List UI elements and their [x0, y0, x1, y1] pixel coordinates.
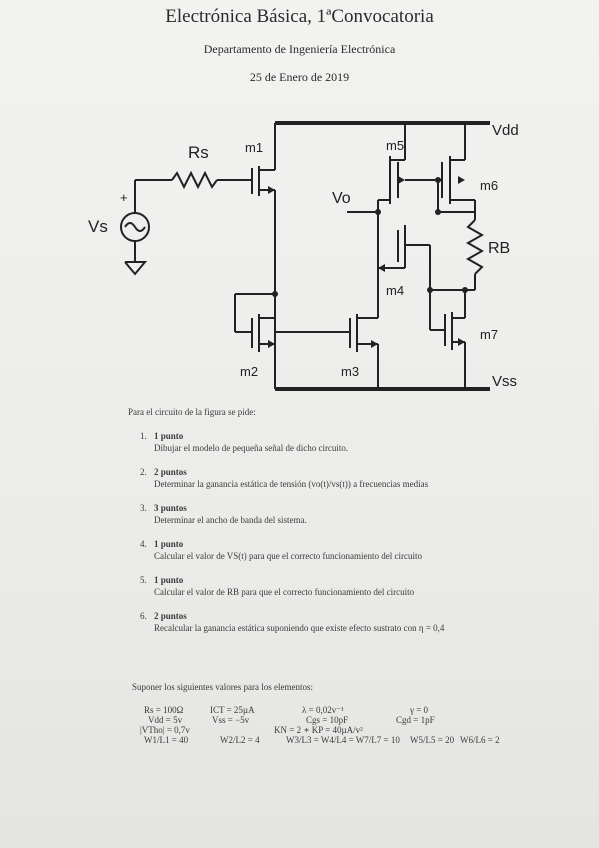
value-gamma: γ = 0 — [410, 705, 429, 715]
circuit-diagram — [0, 0, 599, 400]
question-item — [140, 430, 500, 454]
value-kn: KN = 2 ∗ KP = 40µA/v² — [274, 725, 363, 735]
rs-label: Rs — [188, 143, 209, 162]
m4-label: m4 — [386, 283, 405, 298]
vss-label: Vss — [492, 373, 518, 390]
ground-icon — [125, 262, 145, 274]
question-list — [140, 430, 500, 646]
rb-label: RB — [488, 240, 511, 257]
vo-label: Vo — [332, 190, 351, 207]
question-number: 6. — [140, 611, 147, 621]
value-w1l1: W1/L1 = 40 — [144, 735, 189, 745]
question-item — [140, 610, 500, 634]
value-w3l3: W3/L3 = W4/L4 = W7/L7 = 10 — [286, 735, 400, 745]
m2-label: m2 — [240, 364, 259, 379]
question-text: Determinar el ancho de banda del sistema. — [154, 515, 307, 525]
m3-label: m3 — [341, 364, 360, 379]
m1-label: m1 — [245, 140, 264, 155]
question-points: 3 puntos — [154, 503, 187, 513]
question-number: 3. — [140, 503, 147, 513]
question-number: 1. — [140, 431, 147, 441]
rb-resistor — [468, 220, 482, 274]
question-item — [140, 574, 500, 598]
value-lambda: λ = 0,02v⁻¹ — [302, 705, 344, 715]
exam-date: 25 de Enero de 2019 — [249, 70, 350, 84]
question-item — [140, 538, 500, 562]
question-item — [140, 502, 500, 526]
value-cgs: Cgs = 10pF — [306, 715, 349, 725]
question-text: Determinar la ganancia estática de tensión (vo(t)/vs(t)) a frecuencias medias — [154, 479, 429, 489]
exam-title: Electrónica Básica, 1ªConvocatoria — [165, 6, 434, 27]
vdd-label: Vdd — [492, 122, 519, 139]
question-text: Calcular el valor de VS(t) para que el correcto funcionamiento del circuito — [154, 551, 422, 561]
sine-icon — [125, 223, 145, 231]
question-points: 1 punto — [154, 431, 184, 441]
value-ict: ICT = 25µA — [210, 705, 255, 715]
suppose-text: Suponer los siguientes valores para los elementos: — [132, 682, 313, 692]
question-text: Recalcular la ganancia estática suponiendo que existe efecto sustrato con η = 0,4 — [154, 623, 445, 633]
value-rs: Rs = 100Ω — [144, 705, 184, 715]
value-w2l2: W2/L2 = 4 — [220, 735, 260, 745]
department-name: Departamento de Ingeniería Electrónica — [203, 42, 396, 56]
value-w6l6: W6/L6 = 2 — [460, 735, 500, 745]
question-text: Dibujar el modelo de pequeña señal de dicho circuito. — [154, 443, 349, 453]
question-number: 4. — [140, 539, 147, 549]
rs-resistor — [172, 173, 217, 187]
vs-label: Vs — [88, 217, 108, 236]
plus-sign: + — [120, 190, 128, 205]
intro-text: Para el circuito de la figura se pide: — [128, 407, 256, 417]
question-item — [140, 466, 500, 490]
value-vtho: |VTho| = 0,7v — [140, 725, 190, 735]
question-points: 1 punto — [154, 575, 184, 585]
question-text: Calcular el valor de RB para que el correcto funcionamiento del circuito — [154, 587, 415, 597]
value-vdd: Vdd = 5v — [148, 715, 183, 725]
value-vss: Vss = −5v — [212, 715, 250, 725]
question-points: 2 puntos — [154, 611, 187, 621]
m7-label: m7 — [480, 327, 499, 342]
question-points: 1 punto — [154, 539, 184, 549]
m5-label: m5 — [386, 138, 405, 153]
value-w5l5: W5/L5 = 20 — [410, 735, 455, 745]
question-number: 5. — [140, 575, 147, 585]
value-cgd: Cgd = 1pF — [396, 715, 435, 725]
question-points: 2 puntos — [154, 467, 187, 477]
m6-label: m6 — [480, 178, 499, 193]
question-number: 2. — [140, 467, 147, 477]
